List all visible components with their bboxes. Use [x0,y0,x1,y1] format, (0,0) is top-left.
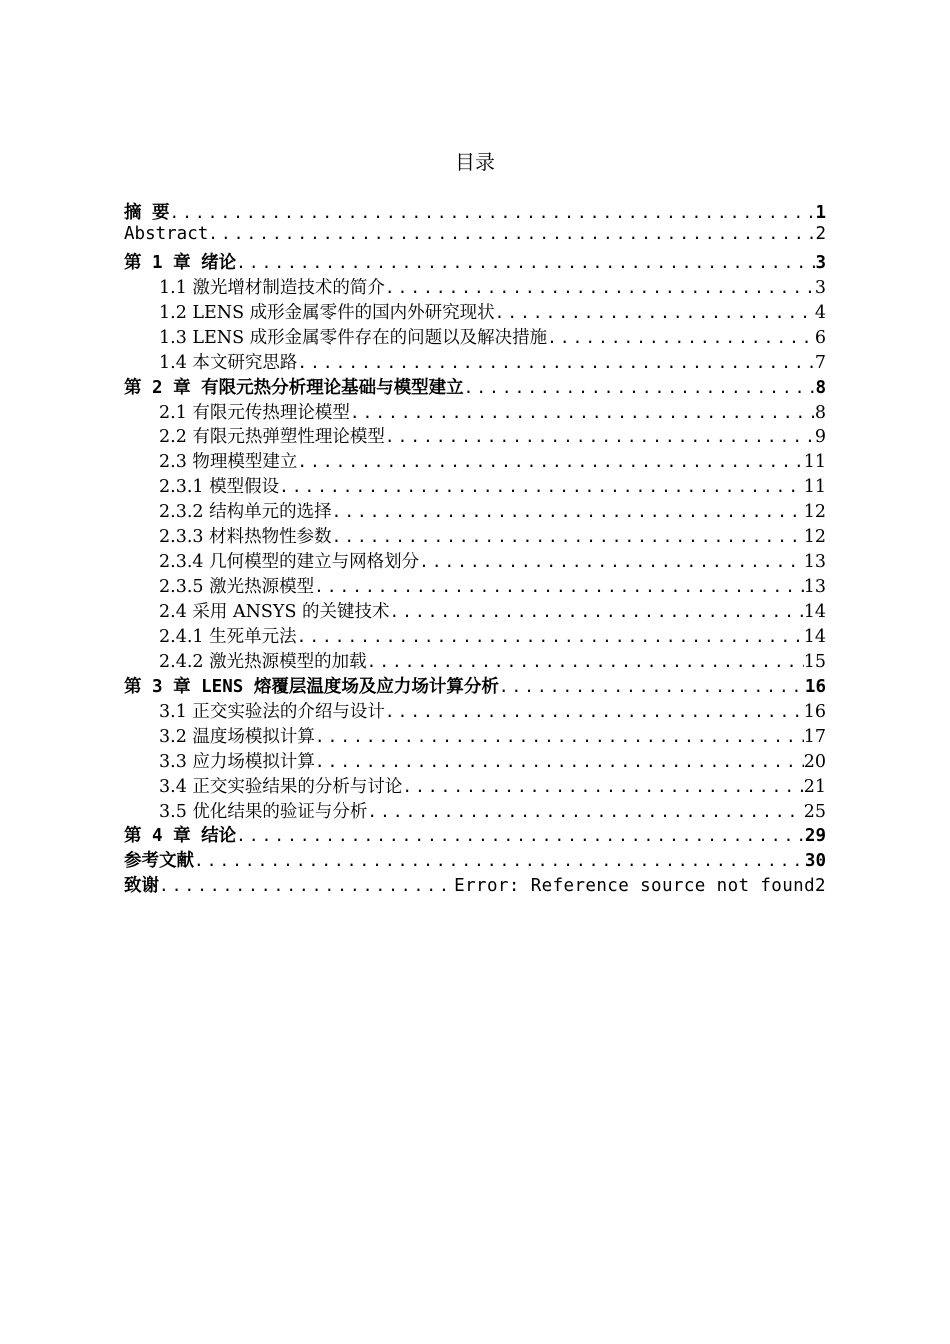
toc-dot-leader [385,427,815,446]
toc-entry-page: 15 [803,651,826,672]
toc-entry-title: 致谢 [124,876,159,897]
toc-entry[interactable] [124,473,826,498]
toc-entry-page: 29 [804,826,826,847]
toc-dot-leader [332,527,804,546]
toc-dot-leader [390,602,804,621]
toc-dot-leader [208,224,815,243]
toc-entry-page: 14 [803,626,826,647]
toc-entry-page: 17 [803,726,826,747]
toc-entry[interactable] [124,598,826,623]
toc-entry-page: 11 [803,477,826,498]
toc-entry-page: 3 [815,252,826,273]
toc-entry-page: 25 [803,801,826,822]
toc-entry[interactable] [124,374,826,399]
toc-entry-title: 参考文献 [124,851,194,872]
toc-dot-leader [315,727,804,746]
toc-entry-title: 第 2 章 有限元热分析理论基础与模型建立 [124,377,464,398]
toc-entry[interactable] [124,299,826,324]
toc-entry-page: 12 [803,527,826,548]
toc-dot-leader [297,627,804,646]
toc-dot-leader [495,303,815,322]
toc-entry-title: 1.3 LENS 成形金属零件存在的问题以及解决措施 [159,327,548,348]
toc-entry-page: Error: Reference source not found2 [454,876,826,897]
toc-dot-leader [236,253,815,272]
toc-entry-page: 14 [803,602,826,622]
toc-entry-title: 2.2 有限元热弹塑性理论模型 [159,427,385,448]
toc-entry-title: 3.3 应力场模拟计算 [159,751,315,772]
toc-entry[interactable] [124,249,826,274]
toc-entry[interactable] [124,324,826,349]
toc-entry-title: 第 3 章 LENS 熔覆层温度场及应力场计算分析 [124,676,499,697]
toc-entry-page: 30 [804,851,826,872]
toc-dot-leader [402,777,803,796]
toc-dot-leader [499,677,805,696]
toc-entry[interactable] [124,723,826,748]
toc-dot-leader [419,552,804,571]
toc-entry[interactable] [124,548,826,573]
toc-entry[interactable] [124,349,826,374]
toc-dot-leader [297,353,814,372]
toc-entry[interactable] [124,822,826,847]
toc-entry-title: 1.4 本文研究思路 [159,352,298,373]
toc-entry[interactable] [124,673,826,698]
toc-entry[interactable] [124,648,826,673]
toc-dot-leader [367,652,804,671]
toc-entry-page: 12 [803,502,826,523]
toc-dot-leader [279,477,804,496]
toc-entry-page: 4 [814,302,826,323]
toc-entry-page: 16 [803,701,826,722]
toc-dot-leader [332,502,804,521]
toc-entry[interactable] [124,523,826,548]
toc-entry-title: 2.1 有限元传热理论模型 [159,402,350,423]
toc-entry-page: 13 [803,552,826,573]
toc-entry-title: 1.2 LENS 成形金属零件的国内外研究现状 [159,302,495,323]
toc-dot-leader [385,278,815,297]
toc-entry-page: 8 [814,402,826,423]
toc-dot-leader [547,328,815,347]
toc-entry-page: 7 [814,352,826,373]
toc-entry-page: 13 [803,577,826,598]
toc-entry-title: Abstract [124,223,209,244]
toc-entry-page: 16 [804,676,826,697]
toc-dot-leader [350,403,815,422]
toc-title: 目录 [455,150,495,174]
toc-entry-title: 3.5 优化结果的验证与分析 [159,801,368,822]
toc-entry[interactable] [124,773,826,798]
toc-entry-title: 第 4 章 结论 [124,826,237,847]
toc-dot-leader [315,752,804,771]
toc-entry[interactable] [124,698,826,723]
toc-entry[interactable] [124,423,826,448]
toc-dot-leader [236,826,805,845]
toc-entry[interactable] [124,872,826,897]
toc-entry-page: 9 [814,427,826,448]
toc-dot-leader [159,876,454,895]
toc-entry[interactable] [124,199,826,224]
toc-entry-title: 2.3.1 模型假设 [159,477,280,498]
toc-entry-title: 3.2 温度场模拟计算 [159,726,315,747]
toc-entry-title: 第 1 章 绪论 [124,252,237,273]
toc-entry[interactable] [124,448,826,473]
toc-entry-title: 2.4.2 激光热源模型的加载 [159,651,367,672]
toc-entry-title: 2.3.2 结构单元的选择 [159,502,332,523]
toc-entry[interactable] [124,847,826,872]
toc-dot-leader [464,378,816,397]
toc-entry[interactable] [124,748,826,773]
toc-entry[interactable] [124,224,826,249]
toc-entry-title: 2.3.5 激光热源模型 [159,577,315,598]
toc-entry[interactable] [124,399,826,424]
toc-dot-leader [385,702,804,721]
toc-entry-page: 21 [803,776,826,797]
toc-entry-title: 2.3 物理模型建立 [159,452,298,473]
toc-entry[interactable] [124,498,826,523]
toc-dot-leader [170,203,816,222]
toc-entry[interactable] [124,623,826,648]
table-of-contents [124,199,826,897]
toc-entry[interactable] [124,798,826,823]
toc-entry-title: 1.1 激光增材制造技术的简介 [159,277,385,298]
toc-entry[interactable] [124,573,826,598]
toc-dot-leader [367,802,803,821]
toc-entry-page: 2 [815,223,826,244]
toc-entry-page: 3 [814,277,826,298]
toc-entry[interactable] [124,274,826,299]
toc-entry-title: 2.3.4 几何模型的建立与网格划分 [159,552,420,573]
toc-entry-page: 11 [803,452,826,473]
toc-entry-page: 8 [815,377,826,398]
toc-entry-title: 2.3.3 材料热物性参数 [159,527,332,548]
toc-entry-title: 3.4 正交实验结果的分析与讨论 [159,776,403,797]
toc-dot-leader [314,577,804,596]
toc-entry-page: 6 [814,327,826,348]
toc-entry-title: 2.4 采用 ANSYS 的关键技术 [159,602,390,622]
toc-dot-leader [297,452,803,471]
toc-entry-page: 1 [815,203,826,223]
toc-entry-title: 摘 要 [124,203,170,223]
toc-entry-title: 3.1 正交实验法的介绍与设计 [159,701,385,722]
toc-entry-page: 20 [803,751,826,772]
toc-dot-leader [194,851,805,870]
toc-entry-title: 2.4.1 生死单元法 [159,626,297,647]
